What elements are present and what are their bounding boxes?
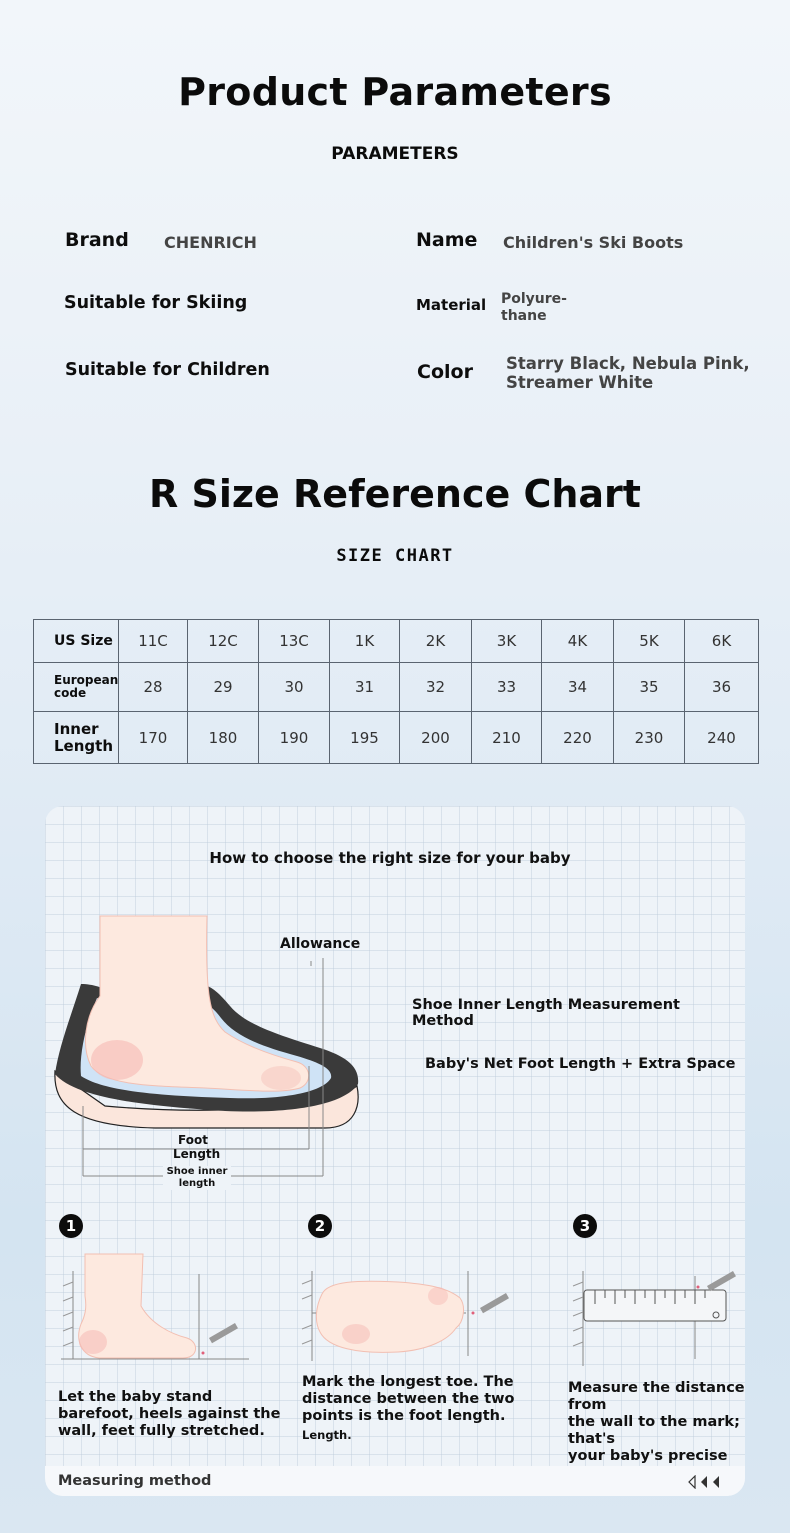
param-value-material-line1: Polyure- [501, 291, 567, 307]
step-2-text-line2: distance between the two [302, 1391, 515, 1407]
step-1-number: 1 [59, 1214, 83, 1238]
table-cell: 34 [542, 663, 614, 712]
table-cell: 33 [472, 663, 542, 712]
allowance-label: Allowance [280, 936, 361, 952]
page-subtitle: PARAMETERS [331, 144, 459, 164]
table-cell: 190 [259, 712, 330, 764]
step-1-text-line3: wall, feet fully stretched. [58, 1423, 265, 1439]
table-row-inner-length [34, 712, 759, 764]
foot-length-label-line1: Foot [178, 1133, 208, 1147]
table-cell: 210 [472, 712, 542, 764]
table-cell: 6K [685, 620, 759, 663]
table-cell: 200 [400, 712, 472, 764]
table-cell: 220 [542, 712, 614, 764]
row-header-european-line2: code [54, 686, 87, 700]
table-cell: 230 [614, 712, 685, 764]
param-value-material-line2: thane [501, 308, 547, 324]
triple-left-arrow-icon[interactable] [687, 1475, 727, 1489]
size-chart-subtitle: SIZE CHART [336, 546, 454, 566]
row-header-inner-line1: Inner [54, 719, 99, 738]
step-3-text-line1: Measure the distance from [568, 1380, 745, 1413]
param-feature-skiing: Suitable for Skiing [64, 293, 248, 313]
heel-blush [91, 1040, 143, 1080]
measuring-guide-card [45, 806, 745, 1496]
param-value-material [501, 291, 567, 325]
param-key-color: Color [417, 361, 473, 383]
table-cell: 13C [259, 620, 330, 663]
table-cell: 30 [259, 663, 330, 712]
table-row-european-code [34, 663, 759, 712]
pencil [209, 1323, 238, 1343]
step-1-text-line1: Let the baby stand [58, 1389, 213, 1405]
param-key-name: Name [416, 229, 478, 251]
row-header-european-line1: European [54, 673, 119, 687]
footer-label: Measuring method [58, 1473, 212, 1489]
step-2-number: 2 [308, 1214, 332, 1238]
step-1-illustration [59, 1246, 259, 1366]
size-table [33, 619, 759, 764]
page-title: Product Parameters [178, 70, 612, 114]
table-cell: 29 [188, 663, 259, 712]
row-header-european-code [34, 663, 119, 712]
size-chart-title: R Size Reference Chart [149, 472, 641, 516]
param-value-color [506, 354, 750, 392]
step-1-text-line2: barefoot, heels against the [58, 1406, 281, 1422]
table-cell: 36 [685, 663, 759, 712]
table-cell: 28 [119, 663, 188, 712]
param-value-color-line2: Streamer White [506, 373, 654, 392]
param-value-color-line1: Starry Black, Nebula Pink, [506, 354, 750, 373]
param-value-name: Children's Ski Boots [503, 233, 684, 252]
shoe-inner-length-label [163, 1166, 231, 1190]
method-title: Shoe Inner Length Measurement Method [412, 997, 680, 1029]
toe-blush [261, 1066, 301, 1090]
shoe-inner-line2: length [178, 1178, 216, 1189]
table-cell: 31 [330, 663, 400, 712]
table-cell: 32 [400, 663, 472, 712]
row-header-inner-length [34, 712, 119, 764]
guide-heading: How to choose the right size for your baby [209, 849, 571, 867]
card-footer [45, 1466, 745, 1496]
step-2-text [302, 1374, 515, 1444]
table-cell: 12C [188, 620, 259, 663]
table-cell: 180 [188, 712, 259, 764]
step-2-illustration [298, 1266, 518, 1366]
table-cell: 1K [330, 620, 400, 663]
step-3-number: 3 [573, 1214, 597, 1238]
foot-length-label-line2: Length [173, 1147, 221, 1161]
method-formula: Baby's Net Foot Length + Extra Space [425, 1056, 736, 1072]
table-cell: 195 [330, 712, 400, 764]
foot-length-label [173, 1133, 221, 1161]
table-cell: 11C [119, 620, 188, 663]
param-key-material: Material [416, 296, 487, 314]
table-cell: 5K [614, 620, 685, 663]
table-row-us-size [34, 620, 759, 663]
param-value-brand: CHENRICH [164, 233, 257, 252]
row-header-inner-line2: Length [54, 736, 113, 755]
table-cell: 240 [685, 712, 759, 764]
step-3-text-line2: the wall to the mark; that's [568, 1414, 740, 1447]
shoe-inner-line1: Shoe inner [166, 1166, 228, 1177]
param-feature-children: Suitable for Children [65, 360, 270, 380]
param-key-brand: Brand [65, 229, 129, 251]
table-cell: 3K [472, 620, 542, 663]
table-cell: 35 [614, 663, 685, 712]
table-cell: 170 [119, 712, 188, 764]
step-3-text-line3: your baby's precise [568, 1448, 728, 1464]
table-cell: 2K [400, 620, 472, 663]
row-header-us-size: US Size [34, 620, 119, 663]
table-cell: 4K [542, 620, 614, 663]
step-2-text-line1: Mark the longest toe. The [302, 1374, 514, 1390]
step-2-note: Length. [302, 1428, 352, 1442]
step-3-illustration [567, 1261, 745, 1371]
step-2-text-line3: points is the foot length. [302, 1408, 506, 1424]
step-1-text [58, 1389, 280, 1440]
